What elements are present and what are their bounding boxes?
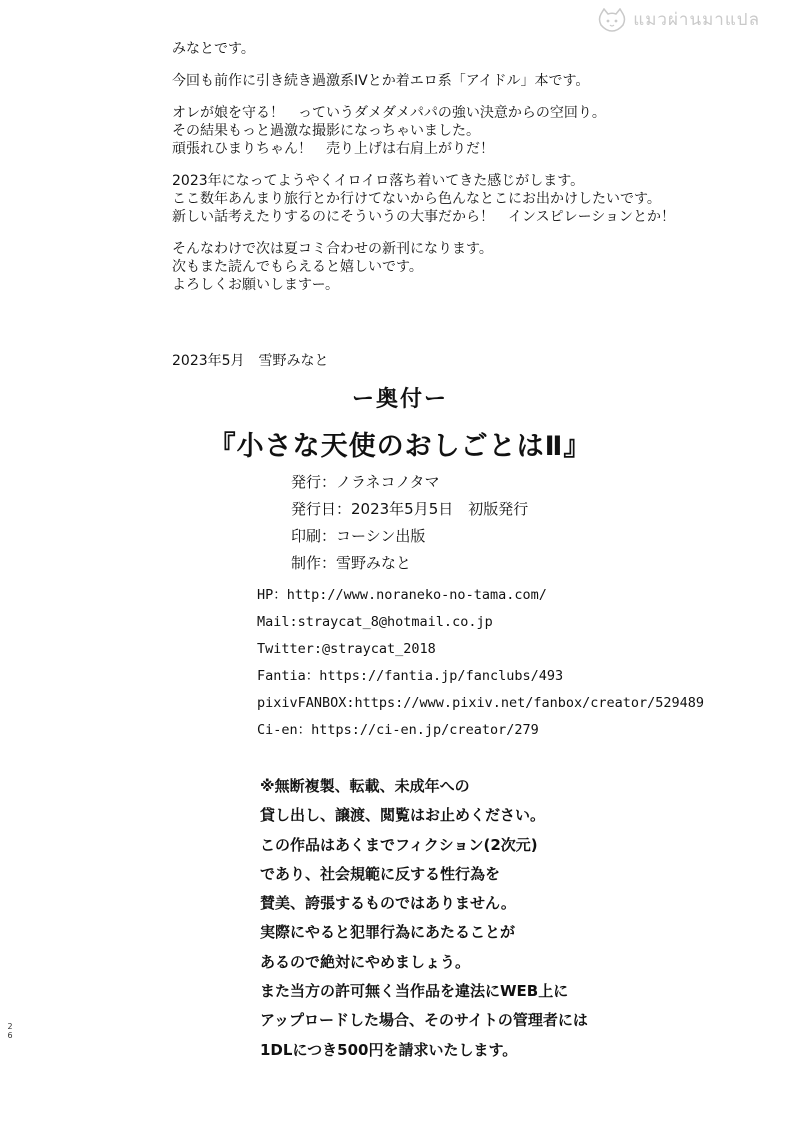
notice-line: であり、社会規範に反する性行為を [260,864,501,883]
okuzuke-heading: ー奥付ー [351,387,448,412]
legal-notice [260,772,588,1065]
colophon-printer: 印刷：コーシン出版 [291,527,426,545]
contact-links [257,582,704,744]
link-ci-en: Ci-en：https://ci-en.jp/creator/279 [257,722,539,738]
afterword-line: 今回も前作に引き続き過激系IVとか着エロ系「アイドル」本です。 [172,73,590,89]
afterword-line: 頑張れひまりちゃん！ 売り上げは右肩上がりだ！ [172,141,494,157]
notice-line: この作品はあくまでフィクション(2次元) [260,835,538,854]
afterword-line: その結果もっと過激な撮影になっちゃいました。 [172,123,480,139]
link-fantia: Fantia：https://fantia.jp/fanclubs/493 [257,668,564,684]
cat-face-icon [597,8,627,32]
page-number-digit: 2 [7,1022,13,1031]
notice-line: ※無断複製、転載、未成年への [260,777,470,795]
afterword-paragraph [172,72,732,90]
afterword-line: よろしくお願いしますー。 [172,277,340,293]
afterword-paragraph [172,172,732,226]
colophon-author: 制作：雪野みなと [291,554,412,572]
notice-line: あるので絶対にやめましょう。 [260,952,471,971]
link-homepage: HP：http://www.noraneko-no-tama.com/ [257,587,547,603]
colophon-publish-date: 発行日：2023年5月5日 初版発行 [291,500,529,518]
afterword [172,40,732,370]
afterword-paragraph [172,104,732,158]
colophon [291,469,528,577]
page-number [6,1022,14,1040]
notice-line: 1DLにつき500円を請求いたします。 [260,1040,518,1059]
notice-line: アップロードした場合、そのサイトの管理者には [260,1011,588,1030]
afterword-line: 次もまた読んでもらえると嬉しいです。 [172,259,423,275]
watermark-text: แมวผ่านมาแปล [633,10,760,30]
afterword-paragraph [172,240,732,294]
book-title: 『小さな天使のおしごとはⅡ』 [208,431,592,462]
link-pixiv-fanbox: pixivFANBOX:https://www.pixiv.net/fanbox/creator/529489 [257,695,705,711]
notice-line: 貸し出し、譲渡、閲覧はお止めください。 [260,806,546,825]
link-mail: Mail:straycat_8@hotmail.co.jp [257,614,493,630]
afterword-line: ここ数年あんまり旅行とか行けてないから色んなとこにお出かけしたいです。 [172,191,661,207]
afterword-signature: 2023年5月 雪野みなと [172,353,329,369]
watermark [597,6,760,33]
afterword-paragraph [172,40,732,58]
afterword-line: そんなわけで次は夏コミ合わせの新刊になります。 [172,241,493,257]
notice-line: 賛美、誇張するものではありません。 [260,894,516,913]
link-twitter: Twitter:@straycat_2018 [257,641,436,657]
notice-line: 実際にやると犯罪行為にあたることが [260,923,516,942]
afterword-line: 2023年になってようやくイロイロ落ち着いてきた感じがします。 [172,173,585,189]
colophon-publisher: 発行：ノラネコノタマ [291,473,440,491]
afterword-line: 新しい話考えたりするのにそういうの大事だから！ インスピレーションとか！ [172,209,676,225]
afterword-line: オレが娘を守る！ っていうダメダメパパの強い決意からの空回り。 [172,105,606,121]
notice-line: また当方の許可無く当作品を違法にWEB上に [260,982,569,1001]
afterword-line: みなとです。 [172,41,255,57]
page-number-digit: 6 [7,1031,13,1040]
